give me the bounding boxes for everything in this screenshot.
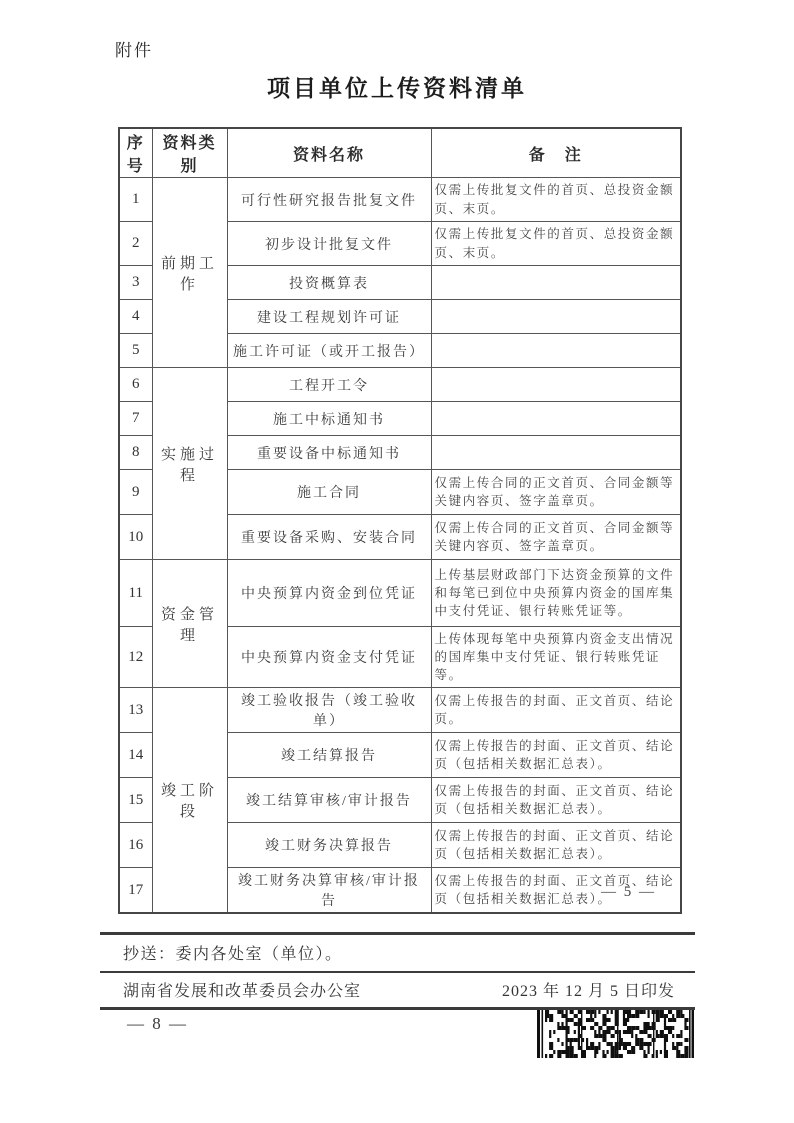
cell-remark xyxy=(431,334,681,368)
barcode-2d-icon xyxy=(537,1010,694,1058)
table-row xyxy=(119,178,681,222)
cell-material-name: 初步设计批复文件 xyxy=(227,222,431,266)
cell-seq: 5 xyxy=(119,334,152,368)
cell-remark: 仅需上传报告的封面、正文首页、结论页。 xyxy=(431,688,681,733)
cell-remark: 仅需上传合同的正文首页、合同金额等关键内容页、签字盖章页。 xyxy=(431,470,681,515)
cell-material-name: 施工中标通知书 xyxy=(227,402,431,436)
print-date: 2023 年 12 月 5 日印发 xyxy=(501,983,675,1000)
cell-remark xyxy=(431,402,681,436)
cell-seq: 12 xyxy=(119,627,152,688)
cell-remark: 仅需上传报告的封面、正文首页、结论页（包括相关数据汇总表）。 xyxy=(431,778,681,823)
table-row xyxy=(119,560,681,627)
materials-table xyxy=(118,127,682,914)
table-row xyxy=(119,368,681,402)
page-title: 项目单位上传资料清单 xyxy=(267,76,527,101)
cell-material-name: 竣工结算报告 xyxy=(227,733,431,778)
cell-remark xyxy=(431,300,681,334)
cell-category: 前期工作 xyxy=(152,178,227,368)
cell-seq: 10 xyxy=(119,515,152,560)
cell-material-name: 建设工程规划许可证 xyxy=(227,300,431,334)
col-header-remark: 备 注 xyxy=(431,128,681,178)
cell-remark: 上传体现每笔中央预算内资金支出情况的国库集中支付凭证、银行转账凭证等。 xyxy=(431,627,681,688)
cell-seq: 6 xyxy=(119,368,152,402)
cell-seq: 14 xyxy=(119,733,152,778)
page-number-top: — 5 — xyxy=(601,884,656,900)
cell-seq: 11 xyxy=(119,560,152,627)
cell-remark: 仅需上传报告的封面、正文首页、结论页（包括相关数据汇总表）。 xyxy=(431,733,681,778)
cell-seq: 2 xyxy=(119,222,152,266)
col-header-seq: 序号 xyxy=(119,128,152,178)
cell-seq: 4 xyxy=(119,300,152,334)
cell-material-name: 竣工结算审核/审计报告 xyxy=(227,778,431,823)
cell-category: 实施过程 xyxy=(152,368,227,560)
cell-remark: 仅需上传批复文件的首页、总投资金额页、末页。 xyxy=(431,222,681,266)
issuer-row xyxy=(123,978,675,1001)
cell-remark: 仅需上传报告的封面、正文首页、结论页（包括相关数据汇总表）。 xyxy=(431,868,681,914)
cell-remark xyxy=(431,368,681,402)
cell-material-name: 竣工财务决算审核/审计报告 xyxy=(227,868,431,914)
cell-material-name: 竣工验收报告（竣工验收单） xyxy=(227,688,431,733)
cell-material-name: 可行性研究报告批复文件 xyxy=(227,178,431,222)
cell-remark xyxy=(431,266,681,300)
cell-remark: 仅需上传合同的正文首页、合同金额等关键内容页、签字盖章页。 xyxy=(431,515,681,560)
table-row xyxy=(119,688,681,733)
cell-seq: 13 xyxy=(119,688,152,733)
copy-to-line: 抄送：委内各处室（单位）。 xyxy=(123,946,343,963)
cell-category: 资金管理 xyxy=(152,560,227,688)
cell-material-name: 中央预算内资金到位凭证 xyxy=(227,560,431,627)
attachment-label: 附件 xyxy=(115,41,153,60)
cell-seq: 7 xyxy=(119,402,152,436)
cell-material-name: 重要设备中标通知书 xyxy=(227,436,431,470)
cell-material-name: 施工许可证（或开工报告） xyxy=(227,334,431,368)
cell-seq: 8 xyxy=(119,436,152,470)
cell-seq: 1 xyxy=(119,178,152,222)
cell-seq: 9 xyxy=(119,470,152,515)
issuing-office: 湖南省发展和改革委员会办公室 xyxy=(123,983,362,1000)
cell-material-name: 工程开工令 xyxy=(227,368,431,402)
cell-material-name: 竣工财务决算报告 xyxy=(227,823,431,868)
cell-material-name: 投资概算表 xyxy=(227,266,431,300)
cell-remark xyxy=(431,436,681,470)
col-header-name: 资料名称 xyxy=(227,128,431,178)
cell-material-name: 施工合同 xyxy=(227,470,431,515)
col-header-category: 资料类别 xyxy=(152,128,227,178)
cell-remark: 上传基层财政部门下达资金预算的文件和每笔已到位中央预算内资金的国库集中支付凭证、银行转账凭证等。 xyxy=(431,560,681,627)
cell-material-name: 重要设备采购、安装合同 xyxy=(227,515,431,560)
footer-divider-top xyxy=(100,932,695,935)
cell-material-name: 中央预算内资金支付凭证 xyxy=(227,627,431,688)
table-header-row xyxy=(119,128,681,178)
footer-divider-middle xyxy=(100,971,695,973)
cell-category: 竣工阶段 xyxy=(152,688,227,914)
cell-seq: 17 xyxy=(119,868,152,914)
page-number-bottom: — 8 — xyxy=(127,1014,188,1033)
cell-seq: 15 xyxy=(119,778,152,823)
cell-seq: 16 xyxy=(119,823,152,868)
cell-seq: 3 xyxy=(119,266,152,300)
cell-remark: 仅需上传报告的封面、正文首页、结论页（包括相关数据汇总表）。 xyxy=(431,823,681,868)
cell-remark: 仅需上传批复文件的首页、总投资金额页、末页。 xyxy=(431,178,681,222)
